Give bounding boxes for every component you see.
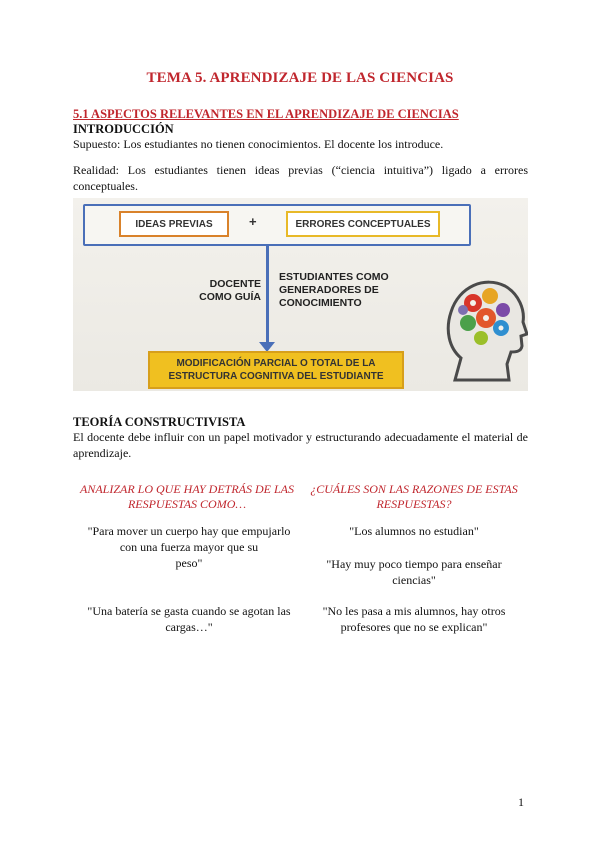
left-quote-1-line-2: con una fuerza mayor que su	[119, 540, 259, 554]
right-heading-line-2: RESPUESTAS?	[376, 497, 452, 511]
right-quote-3	[305, 603, 523, 635]
left-column-heading	[73, 482, 301, 512]
right-column-heading	[300, 482, 528, 512]
left-quote-2-line-1: "Una batería se gasta cuando se agotan las	[87, 604, 291, 618]
concept-diagram	[73, 198, 528, 391]
right-quote-2-line-1: "Hay muy poco tiempo para enseñar	[326, 557, 502, 571]
right-quote-2	[305, 556, 523, 588]
modificacion-line-2: ESTRUCTURA COGNITIVA DEL ESTUDIANTE	[168, 371, 384, 382]
left-quote-1-line-3: peso"	[175, 556, 203, 570]
docente-line-2: COMO GUÍA	[199, 291, 261, 303]
left-heading-line-1: ANALIZAR LO QUE HAY DETRÁS DE LAS	[79, 482, 294, 496]
estudiantes-label	[279, 271, 419, 310]
docente-label	[185, 278, 261, 304]
intro-heading: INTRODUCCIÓN	[73, 122, 174, 136]
right-quote-3-line-1: "No les pasa a mis alumnos, hay otros	[322, 604, 506, 618]
right-heading-line-1: ¿CUÁLES SON LAS RAZONES DE ESTAS	[310, 482, 518, 496]
plus-sign: +	[249, 214, 257, 229]
page-number: 1	[518, 795, 524, 809]
errores-conceptuales-box: ERRORES CONCEPTUALES	[286, 211, 440, 237]
estudiantes-line-1: ESTUDIANTES COMO	[279, 271, 389, 283]
estudiantes-line-2: GENERADORES DE	[279, 284, 379, 296]
ideas-previas-box: IDEAS PREVIAS	[119, 211, 229, 237]
docente-line-1: DOCENTE	[209, 278, 261, 290]
constructivista-paragraph: El docente debe influir con un papel motivador y estructurando adecuadamente el material de aprendizaje.	[73, 430, 528, 460]
right-quote-1: "Los alumnos no estudian"	[349, 524, 479, 538]
head-gears-icon	[443, 268, 528, 388]
left-quote-2-line-2: cargas…"	[165, 620, 213, 634]
modificacion-line-1: MODIFICACIÓN PARCIAL O TOTAL DE LA	[176, 358, 376, 369]
section-heading: 5.1 ASPECTOS RELEVANTES EN EL APRENDIZAJE DE CIENCIAS	[73, 107, 459, 121]
left-quote-1-line-1: "Para mover un cuerpo hay que empujarlo	[87, 524, 291, 538]
left-quote-1	[80, 523, 298, 571]
left-heading-line-2: RESPUESTAS COMO…	[127, 497, 247, 511]
right-quote-2-line-2: ciencias"	[392, 573, 436, 587]
down-arrow-shaft	[266, 244, 269, 344]
left-quote-2	[80, 603, 298, 635]
page-title: TEMA 5. APRENDIZAJE DE LAS CIENCIAS	[146, 70, 454, 86]
right-quote-3-line-2: profesores que no se explican"	[340, 620, 488, 634]
paragraph-supuesto: Supuesto: Los estudiantes no tienen conocimientos. El docente los introduce.	[73, 137, 444, 151]
estudiantes-line-3: CONOCIMIENTO	[279, 297, 362, 309]
paragraph-realidad: Realidad: Los estudiantes tienen ideas previas (“ciencia intuitiva”) ligado a errores conceptuales.	[73, 163, 528, 193]
modificacion-box	[148, 351, 404, 389]
constructivista-heading: TEORÍA CONSTRUCTIVISTA	[73, 415, 246, 429]
